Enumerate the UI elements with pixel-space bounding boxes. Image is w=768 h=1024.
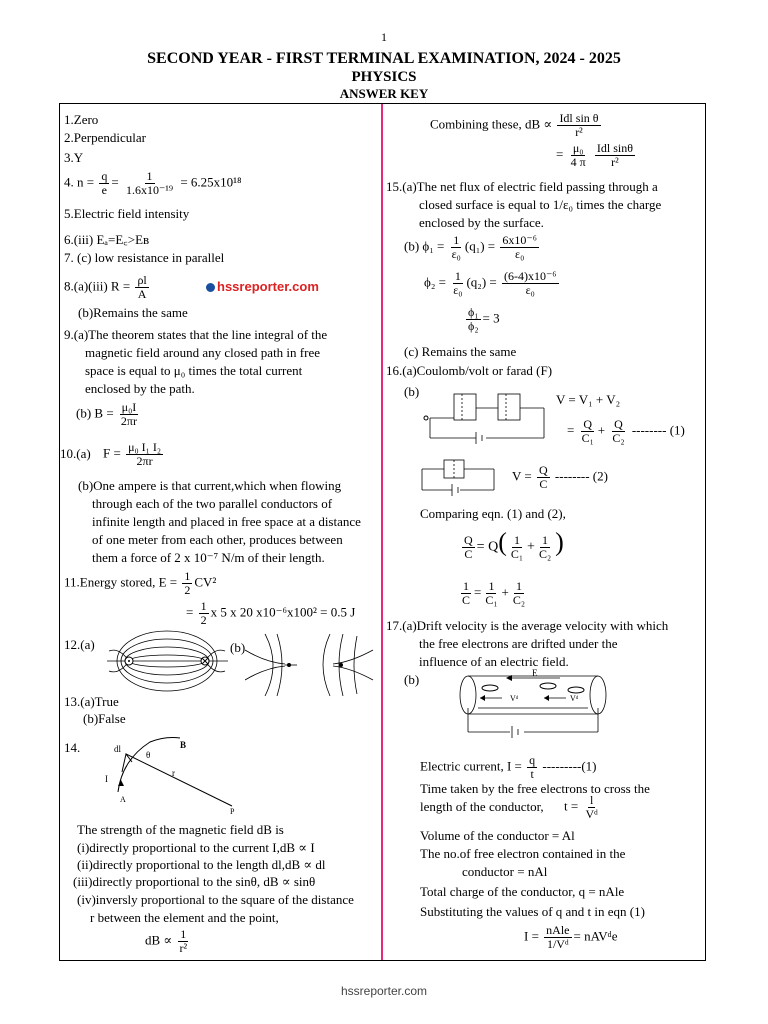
answer-10b-line2: through each of the two parallel conductors of <box>92 496 333 511</box>
series-capacitor-circuit <box>420 378 550 458</box>
answer-16-eq1: = $\frac{Q}{\text{C₁}}$ + $\frac{Q}{\text{C₂}}$ -------- (1) <box>567 417 685 445</box>
column-divider <box>381 104 383 960</box>
straight-conductor-field-diagram <box>245 632 375 698</box>
fig17-vd2-label: Vᵈ <box>570 694 579 703</box>
logo-globe-icon <box>206 283 215 292</box>
combined-eq: Combining these, dB ∝ $\frac{\text{Idl sin θ}}{\text{r²}}$ <box>430 111 599 139</box>
answer-11: 11.Energy stored, E = $\frac{1}{2}$ CV² <box>64 569 217 597</box>
fig17-vd1-label: Vᵈ <box>510 694 519 703</box>
answer-15a-line3: enclosed by the surface. <box>419 215 544 230</box>
answer-16-eq3: $\frac{Q}{C}$ = Q( $\frac{1}{\text{C₁}}$ + $\frac{1}{\text{C₂}}$ ) <box>464 527 564 561</box>
fig14-r-label: r <box>172 768 175 778</box>
answer-6: 6.(iii) Eₐ=E꜀>Eʙ <box>64 232 150 247</box>
answer-8a: 8.(a)(iii) R = $\frac{\rho l}{A}$ <box>64 273 147 301</box>
answer-10b-line5: them a force of 2 x 10⁻⁷ N/m of their length. <box>92 550 325 565</box>
answer-15b-phi2: ϕ₂ = $\frac{1}{\text{ε₀}}$ (q₂) = $\frac{\text{(6-4)x10⁻⁶}}{\text{ε₀}}$ <box>424 269 557 297</box>
answer-16a: 16.(a)Coulomb/volt or farad (F) <box>386 363 553 378</box>
answer-14-line1: The strength of the magnetic field dB is <box>77 822 284 837</box>
biot-savart-diagram <box>100 730 250 815</box>
answer-17-substitute: Substituting the values of q and t in eqn (1) <box>420 904 645 919</box>
answer-9a-line1: 9.(a)The theorem states that the line integral of the <box>64 327 328 342</box>
answer-17a-line1: 17.(a)Drift velocity is the average velocity with which <box>386 618 669 633</box>
answer-13a: 13.(a)True <box>64 694 119 709</box>
answer-9a-line2: magnetic field around any closed path in free <box>85 345 320 360</box>
fig14-P-label: P <box>230 807 235 815</box>
answer-17a-line3: influence of an electric field. <box>419 654 569 669</box>
drift-velocity-diagram <box>450 668 620 748</box>
answer-14-eq: dB ∝ $\frac{1}{\text{r²}}$ <box>145 927 188 955</box>
footer-site-link[interactable]: hssreporter.com <box>340 984 428 998</box>
fig14-B-label: B <box>180 740 187 750</box>
answer-17-time-line2: length of the conductor, <box>420 799 544 814</box>
answer-15a-line2: closed surface is equal to 1/ε₀ times the charge <box>419 197 662 212</box>
fig17-E-label: E <box>532 668 538 678</box>
answer-9a-line3: space is equal to μ₀ times the total current <box>85 363 303 378</box>
answer-17-number-line2: conductor = nAl <box>462 864 548 879</box>
answer-17-number-line1: The no.of free electron contained in the <box>420 846 626 861</box>
answer-8b: (b)Remains the same <box>78 305 188 320</box>
answer-9a-line4: enclosed by the path. <box>85 381 195 396</box>
answer-17-time-eq: t = $\frac{l}{\text{Vᵈ}}$ <box>564 793 598 821</box>
answer-9b: (b) B = $\frac{\text{μ₀I}}{2\pi r}$ <box>76 400 137 428</box>
answer-15b-ratio: $\frac{\text{ϕ₁}}{\text{ϕ₂}}$ = 3 <box>468 305 500 333</box>
answer-14-line5: (iv)inversly proportional to the square of the distance <box>77 892 354 907</box>
answer-15c: (c) Remains the same <box>404 344 517 359</box>
site-logo: hssreporter.com <box>206 279 319 294</box>
answer-16-v: V = V₁ + V₂ <box>556 392 621 407</box>
page-number: 1 <box>381 30 387 44</box>
fig14-dl-label: dl <box>114 744 122 754</box>
answer-14-line3: (ii)directly proportional to the length dl,dB ∝ dl <box>77 857 326 872</box>
answer-1: 1.Zero <box>64 112 99 127</box>
answer-14-line6: r between the element and the point, <box>90 910 279 925</box>
fig14-I-label: I <box>105 774 108 784</box>
answer-4: 4. n = $\frac{q}{e}$ = $\frac{1}{\text{1.6x10⁻¹⁹}}$ = 6.25x10¹⁸ <box>64 169 242 197</box>
answer-10b-line3: infinite length and placed in free space at a distance <box>92 514 361 529</box>
answer-13b: (b)False <box>83 711 126 726</box>
answer-17-final: I = $\frac{\text{nAle}}{\text{1/Vᵈ}}$ = nAVᵈe <box>524 923 618 951</box>
answer-3: 3.Y <box>64 150 84 165</box>
exam-title: SECOND YEAR - FIRST TERMINAL EXAMINATION, 2024 - 2025 <box>147 50 621 67</box>
answer-16b: (b) <box>404 384 420 399</box>
answer-17-total-charge: Total charge of the conductor, q = nAle <box>420 884 625 899</box>
answer-17b: (b) <box>404 672 420 687</box>
answer-10a-label: 10.(a) <box>60 446 91 461</box>
answer-10b-line4: of one meter from each other, produces between <box>92 532 343 547</box>
answer-10b-line1: (b)One ampere is that current,which when flowing <box>78 478 342 493</box>
answer-17a-line2: the free electrons are drifted under the <box>419 636 618 651</box>
subject-title: PHYSICS <box>351 69 417 85</box>
answer-key-label: ANSWER KEY <box>339 86 429 101</box>
answer-7: 7. (c) low resistance in parallel <box>64 250 225 265</box>
fig14-A-label: A <box>120 795 126 804</box>
circular-loop-field-diagram <box>105 628 230 694</box>
answer-16-eq2: V = $\frac{Q}{C}$ -------- (2) <box>512 463 608 491</box>
combined-eq-2: = $\frac{\text{μ₀}}{4 \pi}$ $\frac{\text{Idl sinθ}}{\text{r²}}$ <box>556 141 633 169</box>
answer-17-time-line1: Time taken by the free electrons to cross the <box>420 781 650 796</box>
answer-17-volume: Volume of the conductor = Al <box>420 828 575 843</box>
answer-14-line4: (iii)directly proportional to the sinθ, dB ∝ sinθ <box>73 874 316 889</box>
answer-14-label: 14. <box>64 740 81 755</box>
answer-12b: (b) <box>230 640 246 655</box>
answer-5: 5.Electric field intensity <box>64 206 190 221</box>
answer-2: 2.Perpendicular <box>64 130 146 145</box>
equivalent-capacitor-circuit <box>418 458 498 498</box>
answer-11-calc: = $\frac{1}{2}$ x 5 x 20 x10⁻⁶x100² = 0.5 J <box>186 599 356 627</box>
fig14-theta-label: θ <box>146 750 151 760</box>
answer-14-line2: (i)directly proportional to the current I,dB ∝ I <box>77 840 315 855</box>
answer-10a-formula: F = $\frac{\text{μ₀ I₁ I₂}}{2\pi r}$ <box>103 440 162 468</box>
answer-12a: 12.(a) <box>64 637 95 652</box>
answer-15a-line1: 15.(a)The net flux of electric field passing through a <box>386 179 658 194</box>
answer-16-compare: Comparing eqn. (1) and (2), <box>420 506 566 521</box>
answer-17-current: Electric current, I = $\frac{q}{t}$ ---------(1) <box>420 753 597 781</box>
answer-15b-phi1: (b) ϕ₁ = $\frac{1}{\text{ε₀}}$ (q₁) = $\frac{\text{6x10⁻⁶}}{\text{ε₀}}$ <box>404 233 537 261</box>
answer-16-eq4: $\frac{1}{C}$ = $\frac{1}{\text{C₁}}$ + $\frac{1}{\text{C₂}}$ <box>462 579 526 607</box>
